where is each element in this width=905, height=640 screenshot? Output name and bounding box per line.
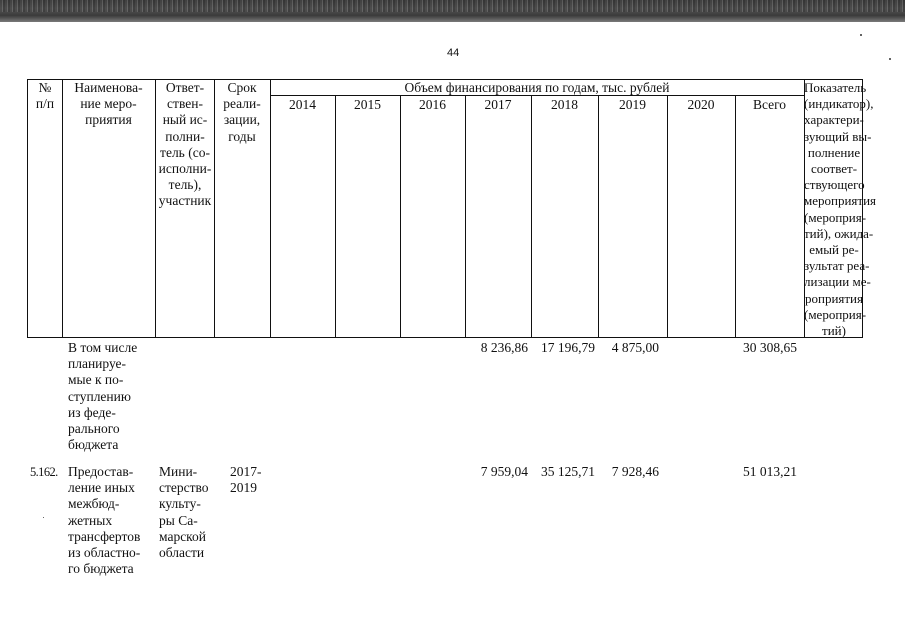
row-value-total: 51 013,21 [743,464,797,479]
col-rule [598,95,599,338]
row-value-2017: 8 236,86 [480,340,528,355]
col-rule [465,95,466,338]
col-rule [667,95,668,338]
scan-speck [889,58,891,60]
col-rule [531,95,532,338]
col-rule [400,95,401,338]
row-num: 5.162. [30,465,58,479]
row-value-2019: 4 875,00 [611,340,659,355]
scan-speck [43,517,44,518]
page-number: 44 [447,47,460,59]
header-year: 2020 [687,97,715,112]
header-indicator: Показатель (индикатор), характери- зующий вы- полнение соответ- ствующего мероприятия (мероприя- тий), ожида- емый ре- зультат реа- лизации ме- роприятия (мероприя- тий) [804,80,877,339]
col-rule [27,79,28,338]
header-year: 2018 [551,97,578,112]
row-responsible: Мини- стерство культу- ры Са- марской области [159,464,209,561]
header-name: Наименова- ние меро- приятия [74,80,143,128]
row-value-total: 30 308,65 [743,340,797,355]
header-bottom-rule [27,337,863,338]
row-name: Предостав- ление иных межбюд- жетных трансфертов из областно- го бюджета [68,464,141,577]
header-year: 2014 [289,97,316,112]
header-total: Всего [752,97,787,112]
header-num: № п/п [35,80,55,112]
header-year: 2015 [354,97,381,112]
row-value-2018: 35 125,71 [541,464,595,479]
header-year: 2016 [419,97,446,112]
col-rule [270,79,271,338]
col-rule [735,95,736,338]
row-value-2018: 17 196,79 [541,340,595,355]
scan-speck [860,34,862,36]
header-responsible: Ответ- ствен- ный ис- полни- тель (со- исполни- тель), участник [158,80,212,209]
row-term: 2017- 2019 [230,464,262,496]
header-term: Срок реали- зации, годы [223,80,261,144]
header-financing: Объем финансирования по годам, тыс. рублей [404,80,670,95]
row-name: В том числе планируе- мые к по- ступлению из феде- рального бюджета [68,340,138,453]
row-value-2019: 7 928,46 [611,464,659,479]
col-rule [335,95,336,338]
scan-top-border [0,0,905,22]
header-year: 2019 [619,97,646,112]
row-value-2017: 7 959,04 [480,464,528,479]
header-year: 2017 [484,97,512,112]
